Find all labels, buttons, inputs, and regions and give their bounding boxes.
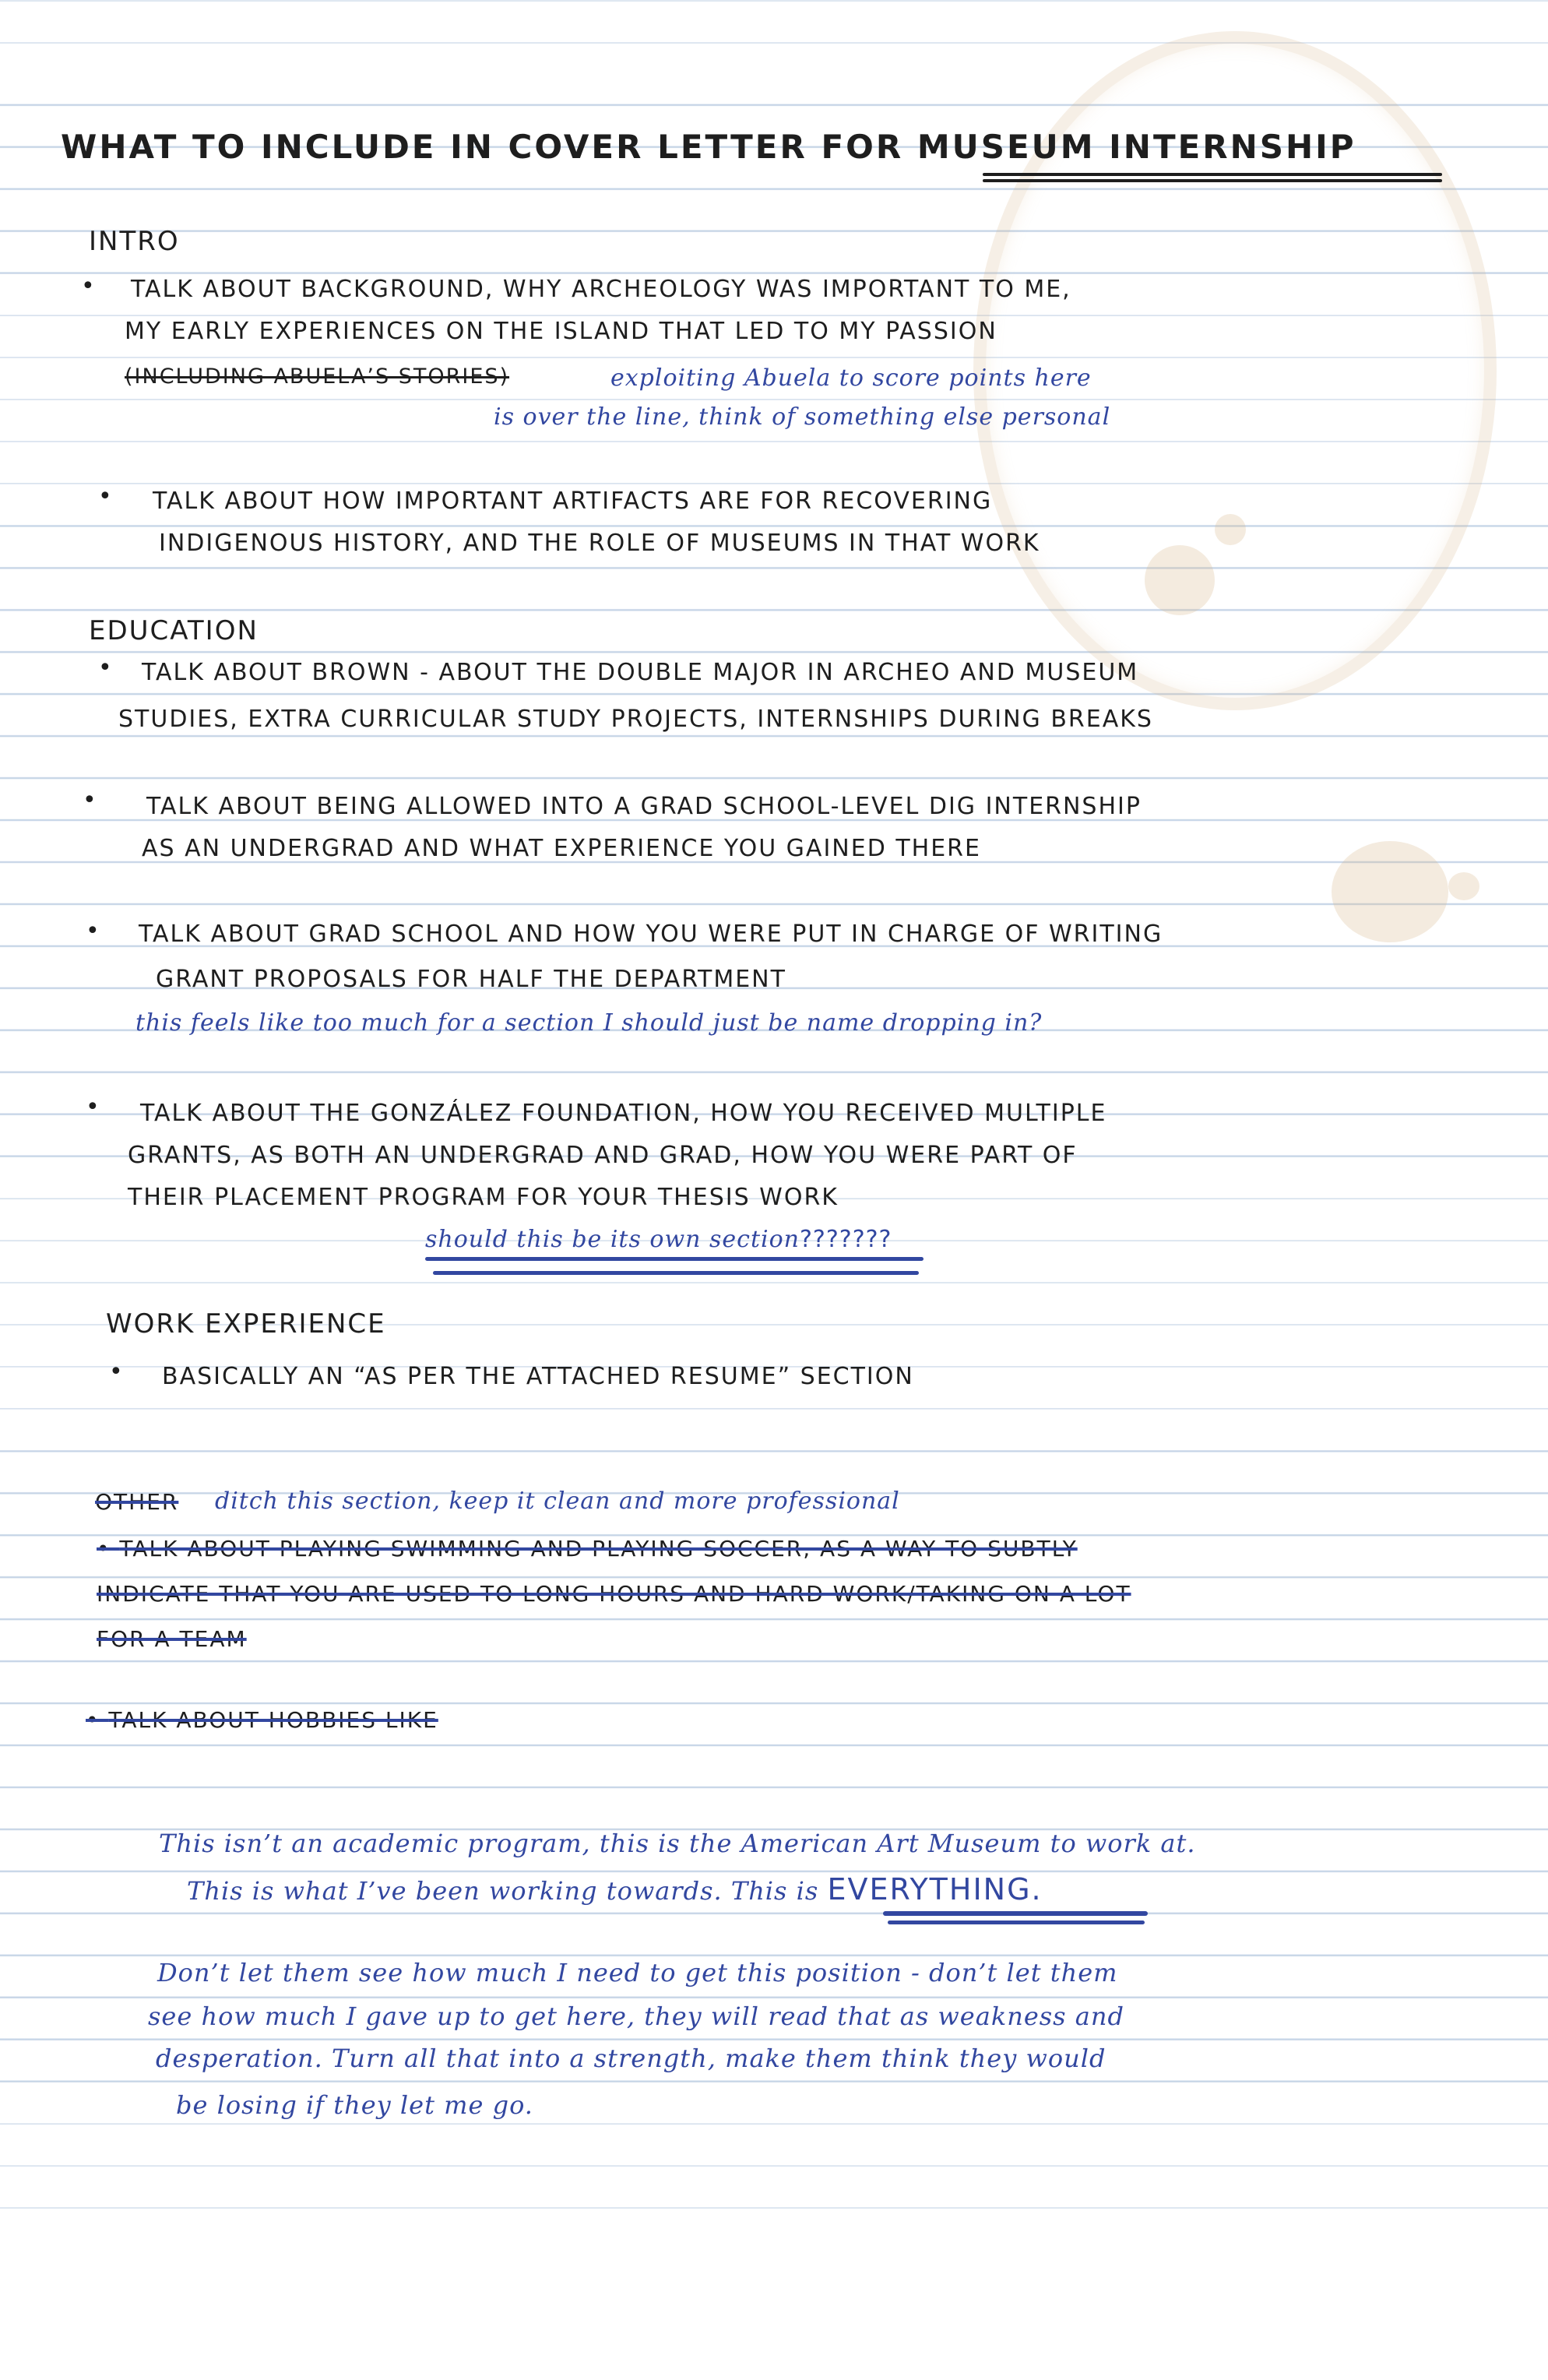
other-item-2-text: TALK ABOUT HOBBIES LIKE <box>108 1707 438 1733</box>
closing-paragraph-line-4: be losing if they let me go. <box>176 2090 533 2120</box>
handwritten-note-ditch-section: ditch this section, keep it clean and more professional <box>215 1488 900 1515</box>
section-heading-work-experience: WORK EXPERIENCE <box>106 1308 386 1340</box>
closing-note-line-2-prefix: This is what I’ve been working towards. This is <box>187 1876 819 1906</box>
other-item-1-line-1: • TALK ABOUT PLAYING SWIMMING AND PLAYING SOCCER, AS A WAY TO SUBTLY <box>97 1536 1078 1561</box>
intro-item-1-struck-text: (INCLUDING ABUELA’S STORIES) <box>125 364 510 389</box>
handwritten-note-name-dropping: this feels like too much for a section I should just be name dropping in? <box>135 1009 1043 1037</box>
own-section-underline <box>433 1271 919 1275</box>
bullet: • <box>83 787 97 814</box>
coffee-drip-stain <box>1215 514 1246 545</box>
education-item-2-line-1: TALK ABOUT BEING ALLOWED INTO A GRAD SCHOOL-LEVEL DIG INTERNSHIP <box>146 793 1142 820</box>
bullet: • <box>98 654 112 681</box>
handwritten-note-own-section <box>425 1226 892 1253</box>
page-title <box>61 128 1356 166</box>
work-item-1: BASICALLY AN “AS PER THE ATTACHED RESUME” SECTION <box>162 1363 914 1390</box>
coffee-splash-stain <box>1332 841 1448 942</box>
intro-item-2-line-1: TALK ABOUT HOW IMPORTANT ARTIFACTS ARE FOR RECOVERING <box>153 488 993 515</box>
title-underline <box>983 173 1442 176</box>
education-item-3-line-1: TALK ABOUT GRAD SCHOOL AND HOW YOU WERE PUT IN CHARGE OF WRITING <box>139 921 1163 948</box>
section-heading-other-struck: OTHER <box>95 1489 179 1515</box>
other-item-1-line-2: INDICATE THAT YOU ARE USED TO LONG HOURS AND HARD WORK/TAKING ON A LOT <box>97 1581 1131 1607</box>
closing-paragraph-line-1: Don’t let them see how much I need to get this position - don’t let them <box>157 1958 1118 1987</box>
coffee-drip-stain <box>1145 545 1215 615</box>
closing-note-line-1: This isn’t an academic program, this is the American Art Museum to work at. <box>159 1829 1196 1858</box>
education-item-4-line-3: THEIR PLACEMENT PROGRAM FOR YOUR THESIS WORK <box>128 1184 839 1211</box>
closing-note-everything: EVERYTHING. <box>827 1872 1043 1906</box>
own-section-underline <box>425 1257 924 1261</box>
handwritten-note-abuela-2: is over the line, think of something else personal <box>494 403 1111 431</box>
education-item-4-line-1: TALK ABOUT THE GONZÁLEZ FOUNDATION, HOW YOU RECEIVED MULTIPLE <box>140 1100 1107 1127</box>
closing-paragraph-line-3: desperation. Turn all that into a strength, make them think they would <box>156 2044 1106 2073</box>
bullet: • <box>109 1358 123 1385</box>
closing-paragraph-line-2: see how much I gave up to get here, they will read that as weakness and <box>148 2002 1124 2031</box>
bullet: • <box>81 273 95 300</box>
title-prefix: WHAT TO INCLUDE IN COVER LETTER FOR <box>61 128 904 166</box>
education-item-1-line-2: STUDIES, EXTRA CURRICULAR STUDY PROJECTS, INTERNSHIPS DURING BREAKS <box>118 706 1153 733</box>
own-section-question-marks: ??????? <box>800 1226 892 1253</box>
section-heading-intro: INTRO <box>89 226 180 257</box>
other-item-1-line-3: FOR A TEAM <box>97 1626 247 1652</box>
education-item-3-line-2: GRANT PROPOSALS FOR HALF THE DEPARTMENT <box>156 966 786 993</box>
bullet: • <box>98 483 112 510</box>
intro-item-1-line-2: MY EARLY EXPERIENCES ON THE ISLAND THAT LED TO MY PASSION <box>125 318 997 345</box>
other-item-2: • TALK ABOUT HOBBIES LIKE <box>86 1707 438 1733</box>
bullet: • <box>86 917 100 945</box>
intro-item-1-line-1: TALK ABOUT BACKGROUND, WHY ARCHEOLOGY WAS IMPORTANT TO ME, <box>131 276 1071 303</box>
title-underlined: MUSEUM INTERNSHIP <box>916 128 1356 166</box>
closing-note-line-2 <box>187 1872 1043 1906</box>
coffee-splash-stain <box>1448 872 1479 900</box>
education-item-4-line-2: GRANTS, AS BOTH AN UNDERGRAD AND GRAD, HOW YOU WERE PART OF <box>128 1142 1078 1169</box>
other-item-1-line-1-text: TALK ABOUT PLAYING SWIMMING AND PLAYING SOCCER, AS A WAY TO SUBTLY <box>119 1536 1078 1561</box>
intro-item-2-line-2: INDIGENOUS HISTORY, AND THE ROLE OF MUSEUMS IN THAT WORK <box>159 530 1040 557</box>
everything-underline <box>883 1911 1148 1916</box>
handwritten-note-abuela-1: exploiting Abuela to score points here <box>610 364 1092 392</box>
education-item-2-line-2: AS AN UNDERGRAD AND WHAT EXPERIENCE YOU GAINED THERE <box>142 835 981 862</box>
own-section-note-text: should this be its own section <box>425 1226 800 1253</box>
everything-underline <box>888 1921 1145 1924</box>
page-bottom-margin <box>0 2227 1548 2380</box>
title-underline <box>983 179 1442 182</box>
section-heading-education: EDUCATION <box>89 615 259 646</box>
education-item-1-line-1: TALK ABOUT BROWN - ABOUT THE DOUBLE MAJOR IN ARCHEO AND MUSEUM <box>142 659 1139 686</box>
bullet: • <box>86 1093 100 1121</box>
